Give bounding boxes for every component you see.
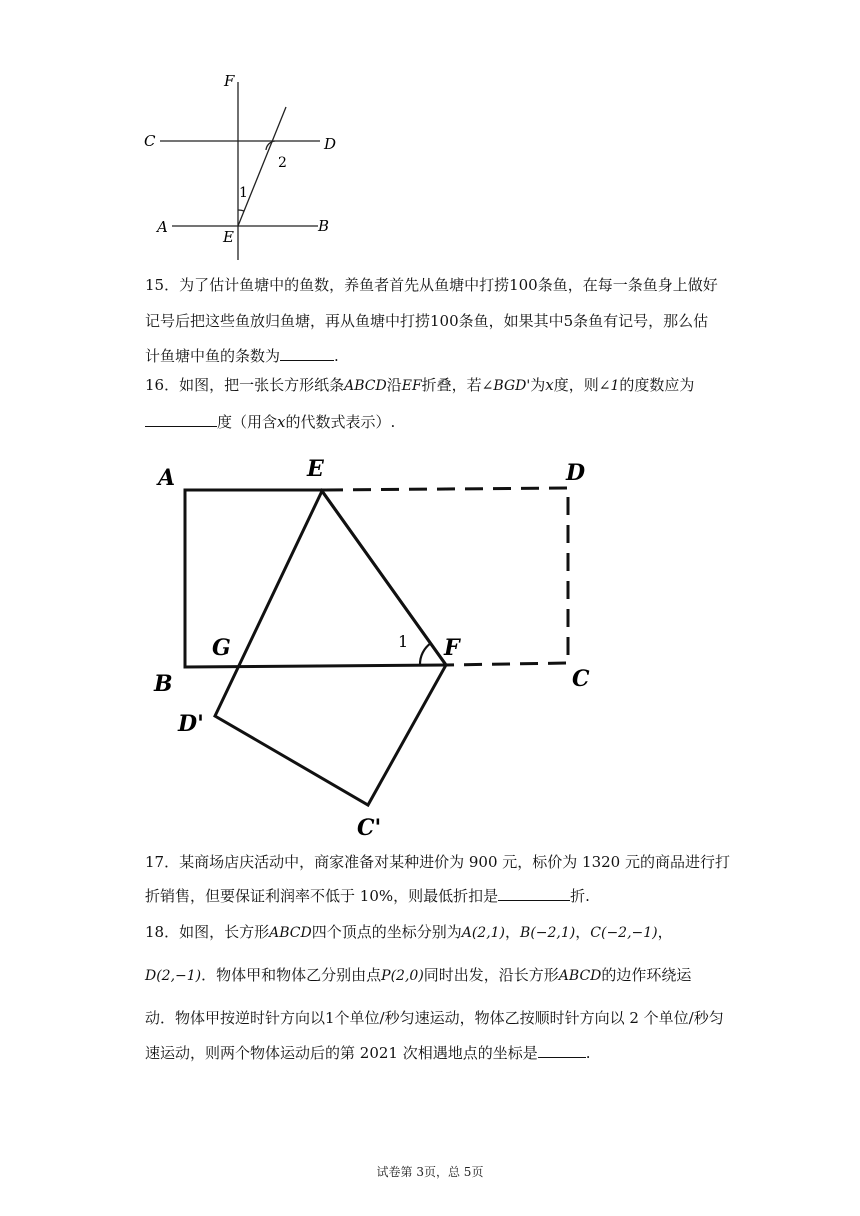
q16-angle-1: ∠1 (598, 378, 620, 394)
q18-point-a: A(2,1) (461, 925, 506, 941)
q18-point-d: D(2,−1) (145, 968, 202, 984)
answer-blank-17[interactable] (498, 885, 570, 901)
label-e: E (223, 228, 234, 246)
question-18-line-3: 动．物体甲按逆时针方向以1个单位/秒匀速运动，物体乙按顺时针方向以 2 个单位/秒匀 (145, 1009, 724, 1027)
answer-blank-18[interactable] (538, 1042, 586, 1058)
q16-text-3: 折叠，若 (421, 376, 482, 394)
q18-text-2: 四个顶点的坐标分别为 (311, 923, 462, 941)
angle-1-arc (420, 643, 431, 665)
page-footer: 试卷第 3页，总 5页 (376, 1165, 484, 1179)
label-d: D (324, 135, 337, 153)
answer-blank-15[interactable] (280, 345, 334, 361)
question-16-line-2 (145, 411, 725, 432)
q16-text-1: 16．如图，把一张长方形纸条 (145, 376, 345, 394)
label-e: E (307, 456, 324, 482)
figure-folded-rectangle (150, 455, 610, 845)
label-g: G (212, 635, 231, 661)
label-angle-1: 1 (239, 185, 248, 201)
question-17-line-2 (145, 885, 725, 906)
question-15-line-2: 记号后把这些鱼放归鱼塘，再从鱼塘中打捞100条鱼，如果其中5条鱼有记号，那么估 (145, 312, 709, 330)
q16-text-7: 度（用含 (217, 413, 278, 431)
q18-text-5: 的边作环绕运 (601, 966, 692, 984)
label-a: A (157, 218, 168, 236)
figure-parallel-lines (140, 70, 360, 265)
label-d: D (566, 460, 586, 486)
q18-point-b: B(−2,1) (520, 925, 576, 941)
question-16-line-1 (145, 375, 725, 396)
question-18-line-4 (145, 1042, 725, 1063)
q18-point-p: P(2,0) (381, 968, 424, 984)
q16-angle-bgd: ∠BGD' (481, 378, 531, 394)
q16-text-5: 度，则 (553, 376, 599, 394)
question-15-text: 计鱼塘中鱼的条数为 (145, 347, 281, 365)
label-c-prime: C' (357, 815, 382, 841)
q16-x-2: x (277, 413, 286, 431)
label-f: F (444, 635, 460, 661)
q16-x: x (545, 376, 554, 394)
q16-text-8: 的代数式表示）. (285, 413, 396, 431)
q18-abcd-2: ABCD (558, 968, 602, 984)
question-15-end: . (334, 347, 339, 365)
label-angle-1: 1 (398, 632, 409, 651)
q18-text-3: ．物体甲和物体乙分别由点 (201, 966, 382, 984)
q18-point-c: C(−2,−1) (590, 925, 658, 941)
label-f: F (224, 72, 235, 90)
question-18-line-2 (145, 965, 725, 986)
label-a: A (158, 465, 176, 491)
question-17-line-1: 17．某商场店庆活动中，商家准备对某种进价为 900 元，标价为 1320 元的商品进行打 (145, 853, 730, 871)
angle-1-arc (238, 210, 244, 211)
q16-text-6: 的度数应为 (619, 376, 695, 394)
folded-flap (215, 491, 446, 805)
q17-text-1: 折销售，但要保证利润率不低于 10%，则最低折扣是 (145, 887, 499, 905)
label-b: B (318, 217, 330, 235)
q18-text-7: . (585, 1044, 591, 1062)
q18-text-1: 18．如图，长方形 (145, 923, 270, 941)
q16-text-2: 沿 (386, 376, 402, 394)
q18-abcd: ABCD (269, 925, 312, 941)
question-18-line-1: 18．如图，长方形ABCD四个顶点的坐标分别为A(2,1)，B(−2,1)，C(−2,−1)， (145, 923, 673, 941)
label-d-prime: D' (178, 711, 204, 737)
q16-ef: EF (401, 378, 422, 394)
q16-text-4: 为 (530, 376, 546, 394)
label-angle-2: 2 (278, 155, 287, 171)
q16-abcd: ABCD (344, 378, 387, 394)
q18-text-6: 速运动，则两个物体运动后的第 2021 次相遇地点的坐标是 (145, 1044, 538, 1062)
label-b: B (154, 671, 173, 697)
answer-blank-16[interactable] (145, 411, 217, 427)
q18-text-4: 同时出发，沿长方形 (423, 966, 559, 984)
q17-text-2: 折. (570, 887, 590, 905)
question-15-line-3 (145, 345, 725, 366)
label-c: C (144, 132, 156, 150)
label-c: C (572, 666, 590, 692)
question-15-line-1: 15．为了估计鱼塘中的鱼数，养鱼者首先从鱼塘中打捞100条鱼，在每一条鱼身上做好 (145, 276, 718, 294)
